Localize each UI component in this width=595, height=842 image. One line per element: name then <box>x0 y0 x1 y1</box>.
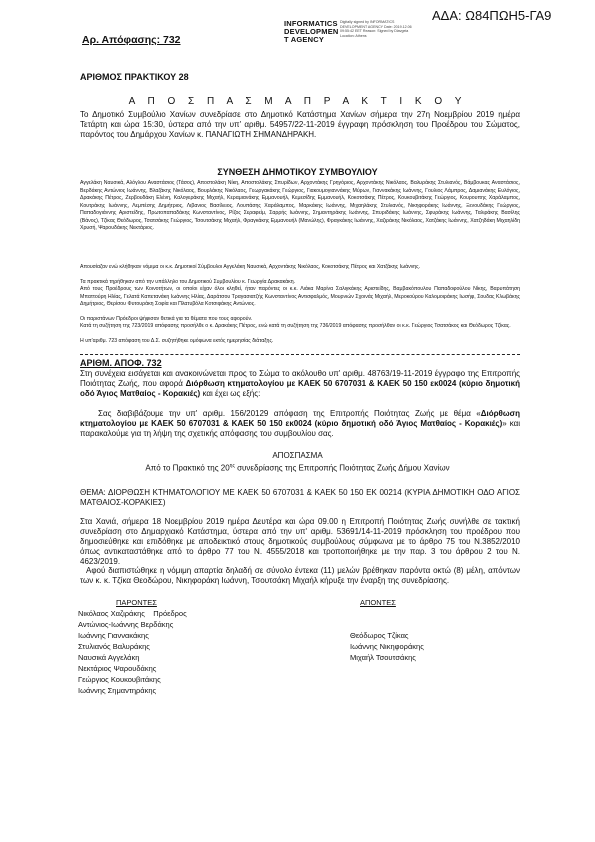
logo-line: T AGENCY <box>284 35 325 44</box>
logo-line: DEVELOPMEN <box>284 27 339 36</box>
absent-list <box>350 630 424 663</box>
decision-reference: Αρ. Απόφασης: 732 <box>82 34 181 46</box>
absent-member: Θεόδωρος Τζίκας <box>350 631 409 640</box>
present-member: Αντώνιος-Ιωάννης Βερδάκης <box>78 620 174 629</box>
logo-line: INFORMATICS <box>284 19 338 28</box>
decision-paragraph-2: Σας διαβιβάζουμε την υπ' αριθμ. 156/20129 απόφαση της Επιτροπής Ποιότητας Ζωής με θέμα «Διόρθωση κτηματολογίου με ΚΑΕΚ 50 6707031 & ΚΑΕΚ 50 150 εκ0024 (κύριο δημοτική οδό Άγιος Ματθαίος - Κορακιές)» και παρακαλούμε για τη λήψη της σχετικής απόφασης του συμβουλίου σας. <box>80 409 520 438</box>
absent-members: Απουσίαζαν ενώ κλήθηκαν νόμιμα οι κ.κ. Δημοτικοί Σύμβουλοι Αγγελάκη Ναυσικά, Αρχοντάκης Νικόλαος, Κοκοτσάκης Πέτρος και Χατζάκης Ιωάννης. <box>80 264 421 270</box>
secretary-note: Τα πρακτικά τηρήθηκαν από την υπάλληλο του Δημοτικού Συμβουλίου κ. Γεωργία Δρακακάκη. <box>80 279 296 285</box>
decision-paragraph-1: Στη συνέχεια εισάγεται και ανακοινώνεται προς το Σώμα το ακόλουθο υπ' αριθμ. 48763/19-11-2019 έγγραφο της Επιτροπής Ποιότητας Ζωής, που αφορά Διόρθωση κτηματολογίου με ΚΑΕΚ 50 6707031 & ΚΑΕΚ 50 150 εκ0024 (κύριο δημοτική οδό Άγιος Ματθαίος - Κορακιές) και έχει ως εξής: <box>80 369 520 398</box>
present-member: Ιωάννης Σημαντηράκης <box>78 686 157 695</box>
minutes-number: ΑΡΙΘΜΟΣ ΠΡΑΚΤΙΚΟΥ 28 <box>80 72 189 82</box>
minutes-intro: Το Δημοτικό Συμβούλιο Χανίων συνεδρίασε στο Δημοτικό Κατάστημα Χανίων σήμερα την 27η Νοεμβρίου 2019 ημέρα Τετάρτη και ώρα 15:30, ύστερα από την υπ' αριθμ. 54957/22-11-2019 έγγραφη πρόσκληση του Προέδρου του Σώματος, παρόντος του Δημάρχου Χανίων κ. ΠΑΝΑΓΙΩΤΗ ΣΗΜΑΝΔΗΡΑΚΗ. <box>80 110 520 139</box>
committee-subject: ΘΕΜΑ: ΔΙΟΡΘΩΣΗ ΚΤΗΜΑΤΟΛΟΓΙΟΥ ΜΕ ΚΑΕΚ 50 6707031 & ΚΑΕΚ 50 150 ΕΚ 00214 (ΚΥΡΙΑ ΔΗΜΟΤΙΚΗ ΟΔΟ ΑΓΙΟΣ ΜΑΤΘΑΙΟΣ-ΚΟΡΑΚΙΕΣ) <box>80 488 520 507</box>
decision-heading: ΑΡΙΘΜ. ΑΠΟΦ. 732 <box>80 358 162 368</box>
absent-member: Ιωάννης Νικηφοράκης <box>350 642 424 651</box>
presidents-vote-note: Οι παριστάνων Πρόεδροι ψήφισαν θετικά για τα θέματα που τους αφορούν. <box>80 316 253 322</box>
absent-member: Μιχαήλ Τσουτσάκης <box>350 653 416 662</box>
composition-title: ΣΥΝΘΕΣΗ ΔΗΜΟΤΙΚΟΥ ΣΥΜΒΟΥΛΙΟΥ <box>217 167 378 177</box>
decision-subject-bold: Διόρθωση κτηματολογίου με ΚΑΕΚ 50 6707031 & ΚΑΕΚ 50 150 εκ0024 (κύριο δημοτική οδό Άγιος Ματθαίος - Κορακιές) <box>80 379 520 398</box>
present-member: Στυλιανός Βαλυράκης <box>78 642 150 651</box>
present-member: Νεκτάριος Ψαρουδάκης <box>78 664 157 673</box>
committee-meeting-text: Στα Χανιά, σήμερα 18 Νοεμβρίου 2019 ημέρα Δευτέρα και ώρα 09.00 η Επιτροπή Ποιότητας Ζωής συνήλθε σε τακτική συνεδρίαση στο Δημαρχιακό Κατάστημα, ύστερα από την υπ' αριθμ. 53691/14-11-2019 πρόσκληση του προέδρου που δημοσιεύθηκε και επιδόθηκε με αποδεικτικό στους δημοτικούς συμβούλους σύμφωνα με το άρθρο 75 του Ν.3852/2010 όπως αντικαταστάθηκε από το άρθρο 77 του Ν. 4555/2018 και τροποποιήθηκε με την παρ. 3 του άρθρου 2 του Ν. 4623/2019. <box>80 517 520 566</box>
presidents-present: Από τους Προέδρους των Κοινοτήτων, οι οποίοι είχαν όλοι κληθεί, ήταν παρόντες οι κ.κ. Λιάκα Μαρίνα Σαλιγκάκης Αριστείδης, Βαμβακόπουλου Παπαδοφούλου Νίκης, Βαρυπάτηση Μπαττούρη Ηλίας, Γελατά Καπετανάκη Ιωάννης Ηλίας, Δαράτσου Τραγασιατζής Κωνσταντίνος Αντισφαλμός, Μουρνιών Σχοινάς Μιχαήλ, Μεροκούρου Καλομοιράκης Ιωσήφ, Σουδας Κλωβάκης Δημήτριος, Θερίσου Φυτουράκη Σοφία και Πλατυβόλα Κοτσιφάκης Αντώνιος. <box>80 286 520 307</box>
present-member: Γεώργιος Κουκουβιτάκης <box>78 675 161 684</box>
minutes-title: Α Π Ο Σ Π Α Σ Μ Α Π Ρ Α Κ Τ Ι Κ Ο Υ <box>128 96 467 107</box>
composition-members: Αγγελάκη Ναυσικά, Αλόγλου Αναστάσιος (Τάσος), Αποστολάκη Νίκη, Αποστολάκης Σπυρίδων, Αρχοντάκης Γρηγόριος, Αρχοντάκης Νικόλαος, Βαλυράκης Στυλιανός, Βάμβουκας Αναστάσιος, Βερδάκης Αντώνιος Ιωάννης, Βλαζάκης Νικόλαος, Βουρλάκης Νικόλαος, Γεωργακάκης Γεώργιος, Γιακουμογιαννάκης Μύρων, Γιαννακάκης Ιωάννης, Γουλιος Λάμπρος, Δαμιανάκης Ευλόγιος, Δρακάκης Πέτρος, Ζερβουδάκη Ελένη, Καλογεράκης Μιχαήλ, Κεραμιανάκης Εμμανουήλ, Κεμεσίδης Εμμανουήλ, Κοκοτσάκης Πέτρος, Κουκουβιτάκης Γεώργιος, Κουρουπης Χαράλαμπος, Κουτράκης Ιωάννης, Λεμπέσης Δημήτριος, Λιβανιος Βασίλειος, Λουπάσης Χαράλαμπος, Μαρκάκης Ιωάννης, Μιχαηλάκης Στυλιανός, Νικηφοράκης Ιωάννης, Ξενουδάκης Γεώργιος, Παπαδογιάννης Αριστείδης, Πρωτοπαπαδάκης Κωνσταντίνος, Ρίζος Σεραφείμ, Σαρρής Ιωάννης, Σημαντηράκης Ιωάννης, Σπυριδάκης Ιωάννης, Σφυράκης Ιωάννης, Ταλιράκης Βασίλης (Βάνος), Τζίκας Θεόδωρος, Τσατσάκης Γεώργιος, Τσουτσάκης Μιχαήλ, Φραγκάκης Εμμανουήλ (Μανώλης), Φραγκάκης Ιωάννης, Χαζιράκης Νικόλαος, Χατζάκης Ιωάννης, Χατζηδάκη Μιχαηλίδη Χρυσή, Ψαρουδάκης Νεκτάριος. <box>80 180 520 231</box>
excerpt-subtitle: Από το Πρακτικό της $20^{\eta\varsigma}$ συνεδρίασης της Επιτροπής Ποιότητας Ζωής Δήμου Χανίων <box>145 463 450 473</box>
decision-subject-bold: Διόρθωση κτηματολογίου με ΚΑΕΚ 50 6707031 & ΚΑΕΚ 50 150 εκ0024 (κύριο δημοτική οδό Άγιος Ματθαίος - Κορακιές) <box>80 409 520 428</box>
absent-heading: ΑΠΟΝΤΕΣ <box>360 598 396 607</box>
arrivals-note: Κατά τη συζήτηση της 723/2019 απόφασης προσήλθε ο κ. Δρακάκης Πέτρος, ενώ κατά τη συζήτηση της 736/2019 απόφασης προσήλθαν οι κ.κ. Γεώργιος Τσατσάκος και Θεόδωρος Τζίκας. <box>80 323 511 329</box>
present-member: Ιωάννης Γιαννακάκης <box>78 631 149 640</box>
digital-signature-details: Digitally signed by INFORMATICS DEVELOPMENT AGENCY Date: 2019.12.06 09:55:42 EET Reason: Signed by Diavgeia Location: Athens <box>340 20 412 38</box>
present-list <box>78 608 187 696</box>
present-heading: ΠΑΡΟΝΤΕΣ <box>116 598 157 607</box>
quorum-text: Αφού διαπιστώθηκε η νόμιμη απαρτία δηλαδή σε σύνολο έντεκα (11) μελών βρέθηκαν παρόντα οκτώ (8) μέλη, απόντων των κ. κ. Τζίκα Θεοδώρου, Νικηφοράκη Ιωάννη, Τσουτσάκη Μιχαήλ κήρυξε την έναρξη της συνεδρίασης. <box>80 566 520 585</box>
section-divider <box>80 354 520 355</box>
ada-code: ΑΔΑ: Ω84ΠΩΗ5-ΓΑ9 <box>432 8 552 23</box>
present-member: Ναυσικά Αγγελάκη <box>78 653 140 662</box>
excerpt-title: ΑΠΟΣΠΑΣΜΑ <box>272 451 323 460</box>
present-member: Νικόλαος Χαζιράκης Πρόεδρος <box>78 609 187 618</box>
agenda-note: Η υπ'αριθμ. 723 απόφαση του Δ.Σ. συζητήθηκε ομόφωνα εκτός ημερησίας διάταξης. <box>80 338 274 344</box>
